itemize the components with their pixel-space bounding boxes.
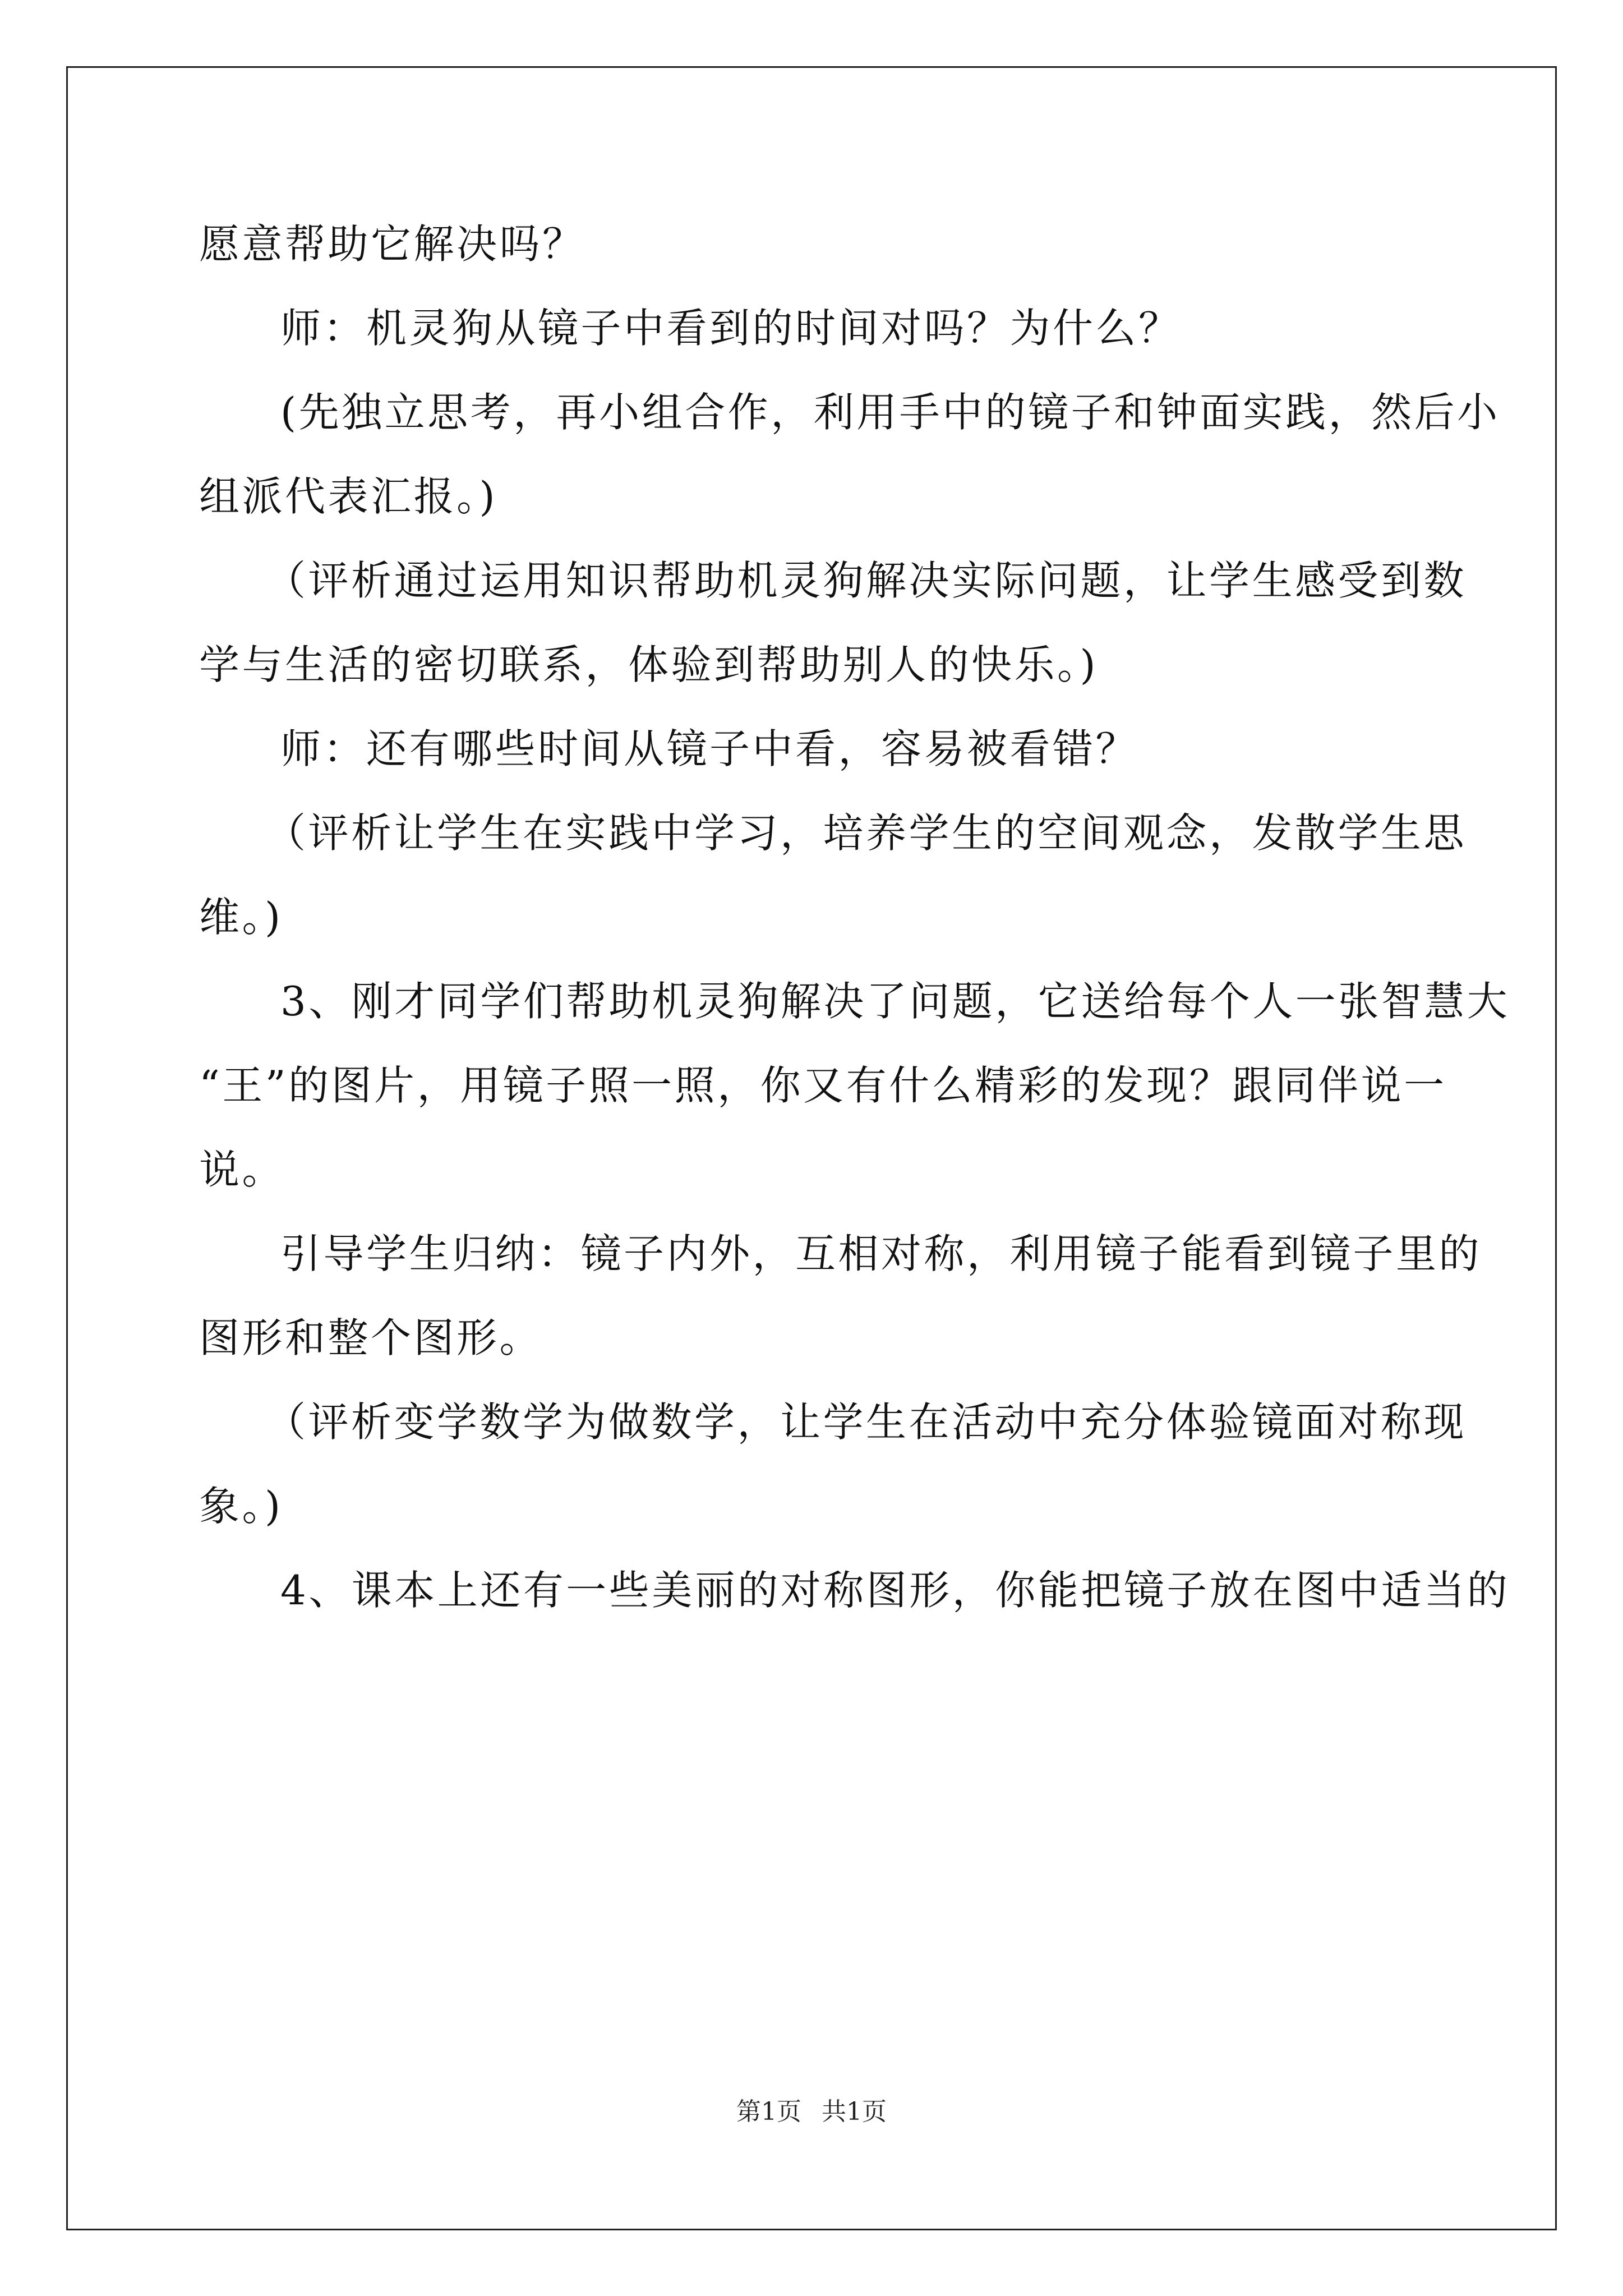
text-line: 师：还有哪些时间从镜子中看，容易被看错？ bbox=[280, 725, 1139, 772]
text-line: 师：机灵狗从镜子中看到的时间对吗？为什么？ bbox=[280, 305, 1182, 352]
text-line: (先独立思考，再小组合作，利用手中的镜子和钟面实践，然后小 bbox=[280, 389, 1500, 436]
text-line: 学与生活的密切联系，体验到帮助别人的快乐。) bbox=[199, 641, 1099, 688]
page-footer bbox=[0, 2095, 1623, 2129]
document-body bbox=[199, 202, 1510, 1632]
text-line: （评析通过运用知识帮助机灵狗解决实际问题，让学生感受到数 bbox=[265, 557, 1467, 604]
text-line: 维。) bbox=[199, 894, 283, 941]
text-line: 说。 bbox=[199, 1146, 285, 1193]
text-line: （评析让学生在实践中学习，培养学生的空间观念，发散学生思 bbox=[265, 809, 1467, 857]
text-line: “王”的图片，用镜子照一照，你又有什么精彩的发现？跟同伴说一 bbox=[199, 1062, 1447, 1109]
page-number-total: 共1页 bbox=[822, 2097, 887, 2126]
text-line: 象。) bbox=[199, 1483, 283, 1530]
text-line: 组派代表汇报。) bbox=[199, 473, 498, 520]
text-line: 3、刚才同学们帮助机灵狗解决了问题，它送给每个人一张智慧大 bbox=[280, 978, 1510, 1025]
text-line: 愿意帮助它解决吗？ bbox=[199, 220, 585, 268]
text-line: 4、课本上还有一些美丽的对称图形，你能把镜子放在图中适当的 bbox=[280, 1567, 1510, 1614]
page-number-current: 第1页 bbox=[736, 2097, 801, 2126]
text-line: 图形和整个图形。 bbox=[199, 1314, 543, 1361]
text-line: （评析变学数学为做数学，让学生在活动中充分体验镜面对称现 bbox=[265, 1398, 1467, 1446]
text-line: 引导学生归纳：镜子内外，互相对称，利用镜子能看到镜子里的 bbox=[280, 1230, 1482, 1277]
